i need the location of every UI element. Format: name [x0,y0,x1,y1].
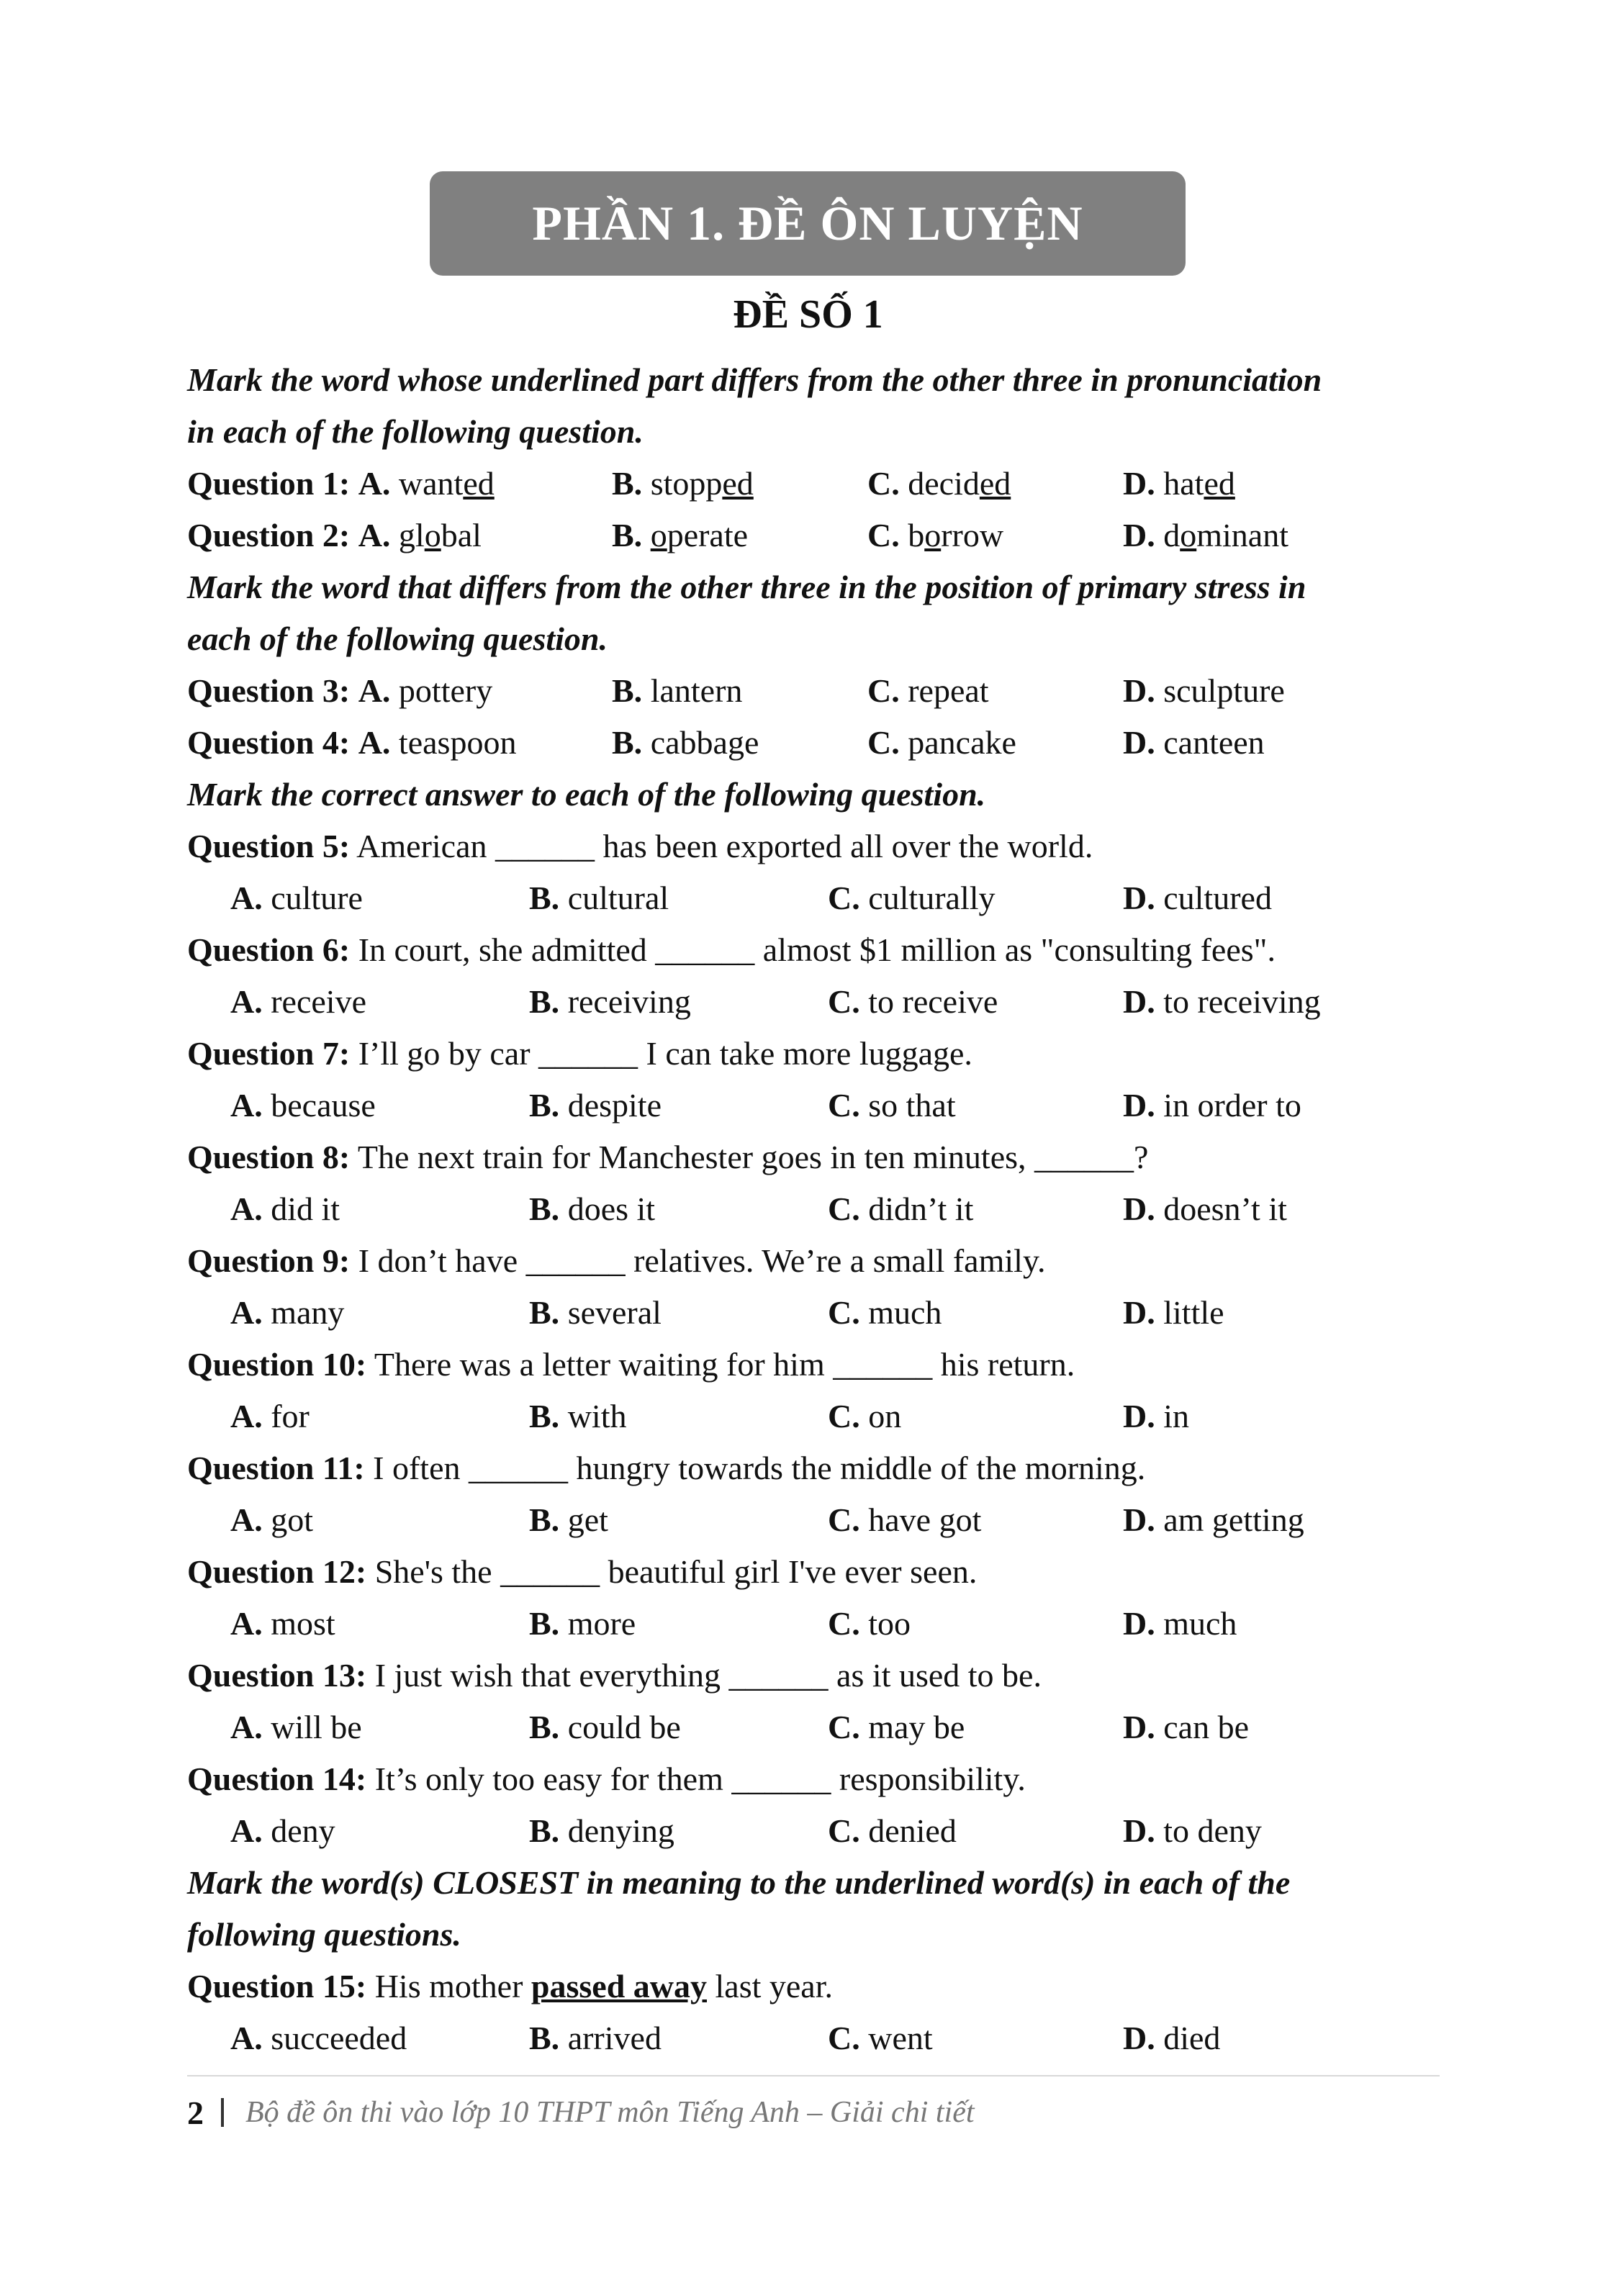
option-text: have got [868,1501,982,1538]
option-text: on [868,1398,902,1434]
option-letter: B. [612,724,643,761]
option-text: receiving [567,983,691,1020]
question-label: Question 12: [187,1553,367,1590]
option-text: deny [271,1812,335,1849]
question-12-options [187,1598,1440,1650]
option-text: borrow [908,517,1004,553]
question-12-stem [187,1546,1440,1598]
question-13-options [187,1701,1440,1753]
option-letter: B. [529,1190,560,1227]
question-7-stem [187,1028,1440,1080]
question-label: Question 9: [187,1242,351,1279]
option-text: with [567,1398,627,1434]
option-letter: D. [1123,2020,1155,2056]
option-text: didn’t it [868,1190,974,1227]
question-6-options [187,976,1440,1028]
option-letter: D. [1123,1812,1155,1849]
question-stem: In court, she admitted ______ almost $1 million as "consulting fees". [358,931,1276,968]
option-letter: A. [230,1398,263,1434]
underlined-part: o [424,517,441,553]
option-letter: D. [1123,517,1155,553]
option-letter: D. [1123,1087,1155,1124]
option-letter: B. [529,1398,560,1434]
question-label: Question 11: [187,1450,365,1486]
option-text: get [567,1501,608,1538]
question-label: Question 10: [187,1346,367,1383]
option-text: dominant [1163,517,1288,553]
option-text: sculpture [1163,672,1285,709]
question-stem-pre: His mother [374,1968,523,2005]
option-letter: B. [529,1812,560,1849]
option-text: denying [567,1812,674,1849]
option-text: stopped [650,465,754,502]
option-text: in [1163,1398,1190,1434]
underlined-part: ed [1204,465,1235,502]
option-letter: B. [529,880,560,916]
option-text: cultural [567,880,669,916]
underlined-part: ed [979,465,1011,502]
question-label: Question 3: [187,672,351,709]
option-letter: C. [867,465,900,502]
option-letter: D. [1123,1294,1155,1331]
option-text: pancake [908,724,1016,761]
option-text: culture [271,880,363,916]
option-text: wanted [398,465,495,502]
option-letter: B. [612,465,643,502]
question-stem: It’s only too easy for them ______ responsibility. [374,1761,1026,1797]
option-letter: D. [1123,724,1155,761]
option-letter: C. [867,724,900,761]
option-letter: C. [828,983,860,1020]
option-text: died [1163,2020,1221,2056]
instruction-stress-line-2: each of the following question. [187,620,608,657]
option-text: much [1163,1605,1237,1642]
option-text: culturally [868,880,996,916]
question-label: Question 15: [187,1968,367,2005]
footer-divider [187,2075,1440,2076]
book-title: Bộ đề ôn thi vào lớp 10 THPT môn Tiếng Anh – Giải chi tiết [245,2096,975,2129]
option-text: more [567,1605,636,1642]
option-text: so that [868,1087,956,1124]
option-letter: B. [612,517,643,553]
instruction-stress-line-1: Mark the word that differs from the other three in the position of primary stress in [187,569,1306,605]
option-letter: D. [1123,1709,1155,1745]
option-text: canteen [1163,724,1265,761]
option-text: am getting [1163,1501,1304,1538]
question-10-options [187,1391,1440,1442]
question-8-options [187,1183,1440,1235]
option-text: several [567,1294,662,1331]
option-text: cultured [1163,880,1272,916]
option-letter: A. [230,1812,263,1849]
option-letter: C. [828,1087,860,1124]
question-stem-post: last year. [715,1968,833,2005]
question-stem: I’ll go by car ______ I can take more luggage. [358,1035,972,1072]
question-11-options [187,1494,1440,1546]
question-stem: The next train for Manchester goes in ten minutes, ______? [357,1139,1149,1175]
option-text: receive [271,983,367,1020]
option-text: hated [1163,465,1235,502]
option-text: decided [908,465,1011,502]
option-letter: B. [529,983,560,1020]
question-stem: There was a letter waiting for him ______ his return. [374,1346,1075,1383]
question-label: Question 6: [187,931,351,968]
option-text: for [271,1398,310,1434]
question-1 [187,458,1440,510]
instruction-synonym-line-2: following questions. [187,1916,461,1953]
option-letter: D. [1123,1190,1155,1227]
option-text: did it [271,1190,340,1227]
option-letter: D. [1123,983,1155,1020]
section-banner [430,171,1186,276]
option-letter: C. [828,2020,860,2056]
option-text: went [868,2020,933,2056]
option-text: most [271,1605,335,1642]
option-letter: C. [828,1812,860,1849]
exam-title: ĐỀ SỐ 1 [733,292,883,337]
option-letter: B. [612,672,643,709]
question-14-stem [187,1753,1440,1805]
option-letter: D. [1123,465,1155,502]
question-15-options [187,2012,1440,2064]
banner-title: PHẦN 1. ĐỀ ÔN LUYỆN [532,196,1083,250]
option-letter: A. [230,1709,263,1745]
option-letter: C. [828,1605,860,1642]
question-5-stem [187,821,1440,872]
question-6-stem [187,924,1440,976]
option-text: to receiving [1163,983,1321,1020]
question-13-stem [187,1650,1440,1701]
option-letter: A. [358,465,391,502]
option-letter: C. [828,1190,860,1227]
question-stem: I don’t have ______ relatives. We’re a small family. [358,1242,1046,1279]
question-2 [187,510,1440,561]
option-letter: B. [529,1605,560,1642]
option-text: repeat [908,672,989,709]
option-text: to receive [868,983,998,1020]
option-text: many [271,1294,345,1331]
question-label: Question 7: [187,1035,351,1072]
footer-separator [221,2098,224,2127]
question-label: Question 5: [187,828,351,864]
page-number: 2 [187,2094,204,2131]
option-letter: D. [1123,672,1155,709]
option-letter: B. [529,1087,560,1124]
underlined-phrase: passed away [531,1968,707,2005]
option-letter: A. [230,983,263,1020]
option-text: got [271,1501,314,1538]
option-letter: D. [1123,1398,1155,1434]
option-letter: D. [1123,1501,1155,1538]
question-7-options [187,1080,1440,1131]
option-letter: B. [529,1709,560,1745]
option-text: will be [271,1709,362,1745]
option-text: can be [1163,1709,1249,1745]
exam-content [187,354,1440,2064]
question-8-stem [187,1131,1440,1183]
option-letter: A. [358,672,391,709]
question-label: Question 1: [187,465,351,502]
option-text: arrived [567,2020,662,2056]
option-letter: D. [1123,880,1155,916]
option-text: in order to [1163,1087,1301,1124]
option-letter: A. [230,2020,263,2056]
option-text: operate [650,517,749,553]
instruction-pronunciation-line-1: Mark the word whose underlined part differs from the other three in pronunciation [187,361,1322,398]
underlined-part: ed [722,465,754,502]
option-text: does it [567,1190,656,1227]
option-text: global [398,517,482,553]
option-text: little [1163,1294,1224,1331]
option-letter: A. [358,724,391,761]
underlined-part: o [650,517,667,553]
question-3 [187,665,1440,717]
option-letter: A. [230,1605,263,1642]
question-4 [187,717,1440,769]
option-letter: C. [828,1294,860,1331]
option-text: doesn’t it [1163,1190,1287,1227]
option-letter: D. [1123,1605,1155,1642]
option-letter: C. [828,1398,860,1434]
option-letter: C. [867,672,900,709]
option-letter: A. [230,1087,263,1124]
instruction-correct-answer: Mark the correct answer to each of the following question. [187,776,986,813]
option-letter: A. [230,1190,263,1227]
underlined-part: ed [463,465,495,502]
option-letter: B. [529,2020,560,2056]
page-footer [187,2087,975,2138]
option-text: to deny [1163,1812,1262,1849]
option-text: lantern [650,672,743,709]
question-label: Question 8: [187,1139,351,1175]
question-9-options [187,1287,1440,1339]
question-10-stem [187,1339,1440,1391]
question-5-options [187,872,1440,924]
option-text: too [868,1605,911,1642]
question-14-options [187,1805,1440,1857]
option-letter: B. [529,1294,560,1331]
option-text: denied [868,1812,957,1849]
question-stem: I often ______ hungry towards the middle of the morning. [373,1450,1146,1486]
option-text: cabbage [650,724,759,761]
option-letter: C. [828,1501,860,1538]
instruction-pronunciation-line-2: in each of the following question. [187,413,644,450]
option-letter: A. [230,880,263,916]
question-label: Question 4: [187,724,351,761]
option-letter: C. [828,1709,860,1745]
underlined-part: o [1180,517,1197,553]
option-text: pottery [398,672,493,709]
question-15-stem [187,1961,1440,2012]
option-text: because [271,1087,376,1124]
option-letter: C. [828,880,860,916]
option-letter: A. [358,517,391,553]
question-stem: She's the ______ beautiful girl I've ever seen. [374,1553,978,1590]
option-letter: A. [230,1501,263,1538]
option-text: despite [567,1087,662,1124]
question-stem: I just wish that everything ______ as it used to be. [374,1657,1042,1694]
instruction-synonym-line-1: Mark the word(s) CLOSEST in meaning to the underlined word(s) in each of the [187,1864,1291,1901]
question-label: Question 14: [187,1761,367,1797]
option-letter: A. [230,1294,263,1331]
option-text: succeeded [271,2020,407,2056]
question-label: Question 13: [187,1657,367,1694]
question-11-stem [187,1442,1440,1494]
option-letter: C. [867,517,900,553]
question-label: Question 2: [187,517,351,553]
option-text: teaspoon [398,724,517,761]
option-letter: B. [529,1501,560,1538]
question-stem: American ______ has been exported all over the world. [356,828,1093,864]
option-text: much [868,1294,942,1331]
question-9-stem [187,1235,1440,1287]
option-text: could be [567,1709,681,1745]
option-text: may be [868,1709,965,1745]
underlined-part: o [924,517,942,553]
